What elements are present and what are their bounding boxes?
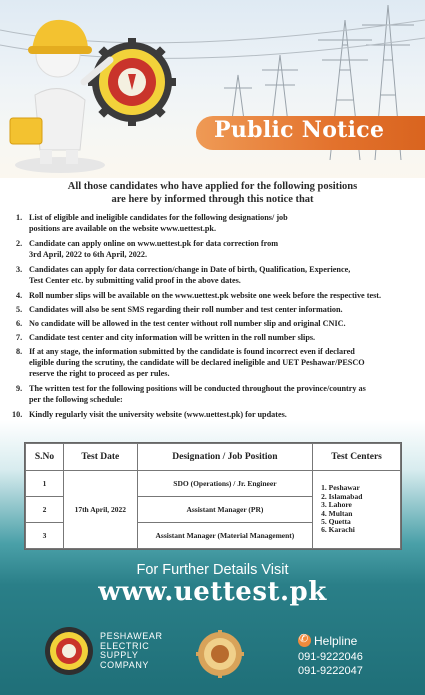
- schedule-table: [24, 442, 402, 550]
- test-date-cell: 17th April, 2022: [63, 471, 137, 549]
- table-row: [26, 471, 401, 497]
- phone-icon: [298, 634, 311, 647]
- serial-cell: 1: [26, 471, 64, 497]
- list-text: Candidates will also be sent SMS regarding their roll number and test center information.: [29, 305, 343, 314]
- list-text: List of eligible and ineligible candidates for the following designations/ job positions are available on the website www.uettest.pk.: [29, 213, 288, 233]
- list-number: 5.: [16, 305, 23, 314]
- list-text: The written test for the following positions will be conducted throughout the province/country as per the following schedule:: [29, 384, 366, 404]
- column-header: S.No: [26, 444, 64, 471]
- test-centers-cell: [313, 471, 401, 549]
- list-text: If at any stage, the information submitted by the candidate is found incorrect even if declared eligible during the scrutiny, the candidate will be declared ineligible and UET Peshawar/PESCO reserve the right to proceed as per rules.: [29, 347, 365, 378]
- list-text: No candidate will be allowed in the test center without roll number slip and original CNIC.: [29, 319, 346, 328]
- list-number: 9.: [16, 384, 23, 393]
- center-item: 6. Karachi: [321, 525, 355, 535]
- designation-cell: Assistant Manager (PR): [137, 497, 312, 523]
- list-number: 3.: [16, 265, 23, 274]
- intro-text: [0, 180, 425, 206]
- center-item: 1. Peshawar: [321, 483, 360, 493]
- helpline-block: [298, 632, 363, 678]
- list-text: Candidates can apply for data correction/change in Date of birth, Qualification, Experience, Test Center etc. by submitting valid proof in the above dates.: [29, 265, 351, 285]
- list-text: Roll number slips will be available on the www.uettest.pk website one week before the respective test.: [29, 291, 382, 300]
- further-details-text: For Further Details Visit: [136, 562, 289, 578]
- center-item: 2. Islamabad: [321, 491, 363, 501]
- list-text: Candidate can apply online on www.uettest.pk for data correction from 3rd April, 2022 to 6th April, 2022.: [29, 239, 279, 259]
- list-number: 8.: [16, 347, 23, 356]
- pesco-logo: [88, 38, 176, 126]
- header-banner: [0, 0, 425, 178]
- helpline-label: Helpline: [314, 633, 358, 648]
- serial-cell: 2: [26, 497, 64, 523]
- company-name: PESHAWEAR ELECTRIC SUPPLY COMPANY: [100, 631, 163, 670]
- list-number: 6.: [16, 319, 23, 328]
- website-url[interactable]: www.uettest.pk: [98, 577, 327, 607]
- list-text: Kindly regularly visit the university website (www.uettest.pk) for updates.: [29, 410, 287, 419]
- column-header: Test Date: [63, 444, 137, 471]
- designation-cell: SDO (Operations) / Jr. Engineer: [137, 471, 312, 497]
- list-number: 10.: [12, 410, 23, 419]
- helpline-number[interactable]: 091-9222046: [298, 651, 363, 663]
- list-number: 1.: [16, 213, 23, 222]
- center-item: 3. Lahore: [321, 500, 352, 510]
- serial-cell: 3: [26, 523, 64, 549]
- list-number: 2.: [16, 239, 23, 248]
- uet-logo: [196, 630, 244, 678]
- center-item: 4. Multan: [321, 508, 353, 518]
- designation-cell: Assistant Manager (Material Management): [137, 523, 312, 549]
- intro-line-1: All those candidates who have applied for the following positions: [67, 181, 358, 192]
- page-title: Public Notice: [214, 117, 385, 143]
- intro-line-2: are here by informed through this notice that: [111, 194, 314, 205]
- pesco-footer-logo: [44, 626, 94, 676]
- header-illustration: [0, 0, 425, 178]
- list-text: Candidate test center and city information will be written in the roll number slips.: [29, 333, 316, 342]
- column-header: Designation / Job Position: [137, 444, 312, 471]
- list-number: 7.: [16, 333, 23, 342]
- center-item: 5. Quetta: [321, 516, 351, 526]
- list-number: 4.: [16, 291, 23, 300]
- helpline-number[interactable]: 091-9222047: [298, 665, 363, 677]
- table-header-row: [26, 444, 401, 471]
- column-header: Test Centers: [313, 444, 401, 471]
